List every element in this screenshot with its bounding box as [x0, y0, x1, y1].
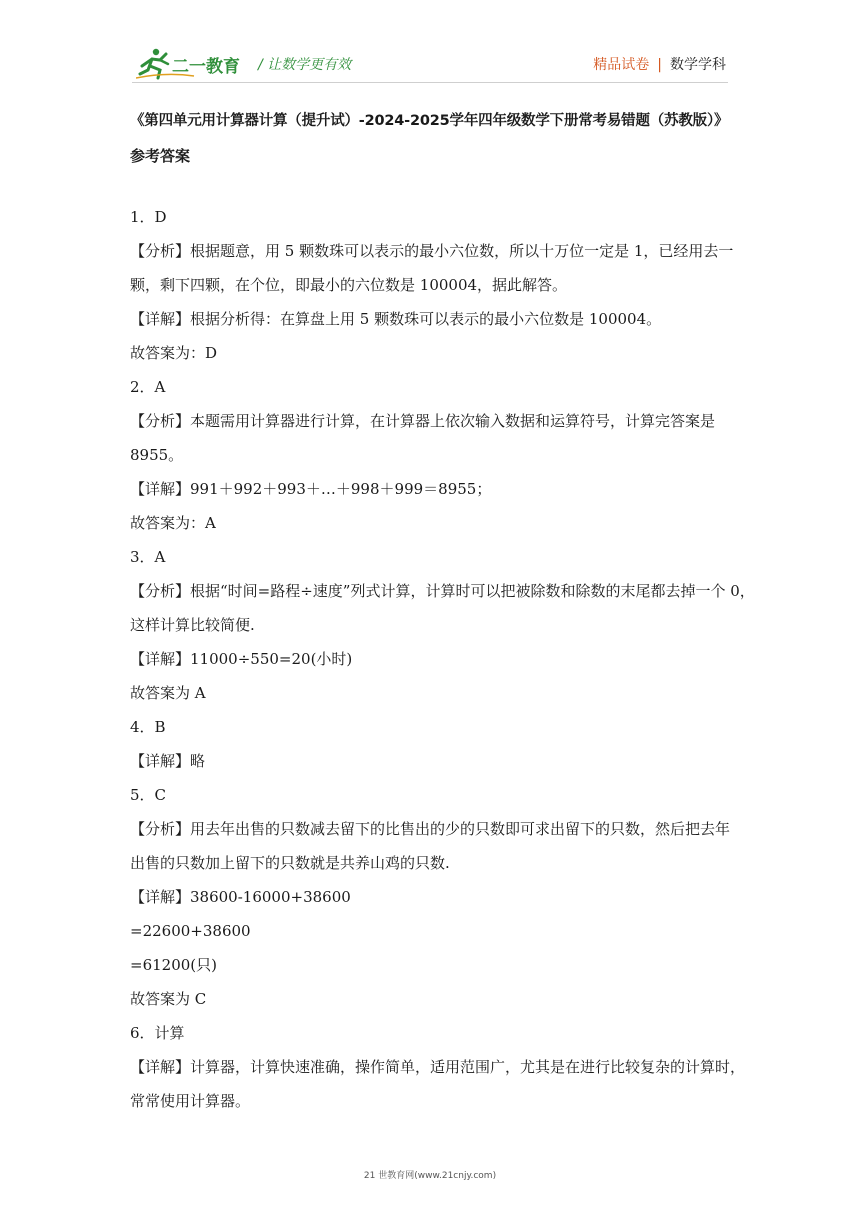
- header-divider: [132, 82, 728, 83]
- answer-line: 5．C: [130, 786, 167, 804]
- svg-text:二一教育: 二一教育: [172, 57, 240, 77]
- answer-line: 【详解】38600-16000+38600: [130, 888, 351, 906]
- answer-line: 故答案为：A: [130, 514, 216, 532]
- answer-line: 2．A: [130, 378, 166, 396]
- answer-line: 1．D: [130, 208, 167, 226]
- answer-line: 【详解】根据分析得：在算盘上用 5 颗数珠可以表示的最小六位数是 100004。: [130, 310, 662, 328]
- logo-icon: [136, 46, 256, 80]
- answer-line: 【详解】991＋992＋993＋…＋998＋999＝8955；: [130, 480, 492, 498]
- answer-line: 3．A: [130, 548, 166, 566]
- answer-line: 4．B: [130, 718, 166, 736]
- answer-line: 【分析】本题需用计算器进行计算，在计算器上依次输入数据和运算符号，计算完答案是: [130, 412, 716, 430]
- answer-line: 【详解】计算器，计算快速准确，操作简单，适用范围广，尤其是在进行比较复杂的计算时，: [130, 1058, 746, 1076]
- page-header: [132, 44, 728, 82]
- answer-line: 颗，剩下四颗，在个位，即最小的六位数是 100004，据此解答。: [130, 276, 568, 294]
- answer-line: =22600+38600: [130, 922, 251, 940]
- answer-line: 【详解】11000÷550=20(小时): [130, 650, 353, 668]
- answer-line: 【分析】用去年出售的只数减去留下的比售出的少的只数即可求出留下的只数，然后把去年: [130, 820, 731, 838]
- answer-content: [130, 200, 755, 1118]
- header-right: [593, 54, 726, 74]
- answer-line: 这样计算比较简便.: [130, 616, 255, 634]
- answer-line: 【详解】略: [130, 752, 206, 770]
- slogan: / 让数学更有效: [258, 57, 352, 73]
- page-footer: 21 世教育网(www.21cnjy.com): [363, 1171, 497, 1181]
- answer-line: 故答案为 C: [130, 990, 207, 1008]
- answer-line: 【分析】根据题意，用 5 颗数珠可以表示的最小六位数，所以十万位一定是 1，已经用去一: [130, 242, 734, 260]
- document-title: 《第四单元用计算器计算（提升试）-2024-2025学年四年级数学下册常考易错题（苏教版）》: [130, 113, 729, 129]
- answer-line: 6．计算: [130, 1024, 185, 1042]
- document-subtitle: 参考答案: [130, 147, 191, 165]
- answer-line: 【分析】根据“时间=路程÷速度”列式计算，计算时可以把被除数和除数的末尾都去掉一个 0，: [130, 582, 755, 600]
- answer-line: 出售的只数加上留下的只数就是共养山鸡的只数.: [130, 854, 450, 872]
- answer-line: =61200(只): [130, 956, 217, 974]
- premium-badge: 精品试卷: [593, 57, 650, 73]
- answer-line: 8955。: [130, 446, 184, 464]
- header-separator: |: [657, 57, 662, 73]
- subject-label: 数学学科: [670, 57, 726, 73]
- answer-line: 故答案为：D: [130, 344, 218, 362]
- answer-line: 故答案为 A: [130, 684, 206, 702]
- answer-line: 常常使用计算器。: [130, 1092, 251, 1110]
